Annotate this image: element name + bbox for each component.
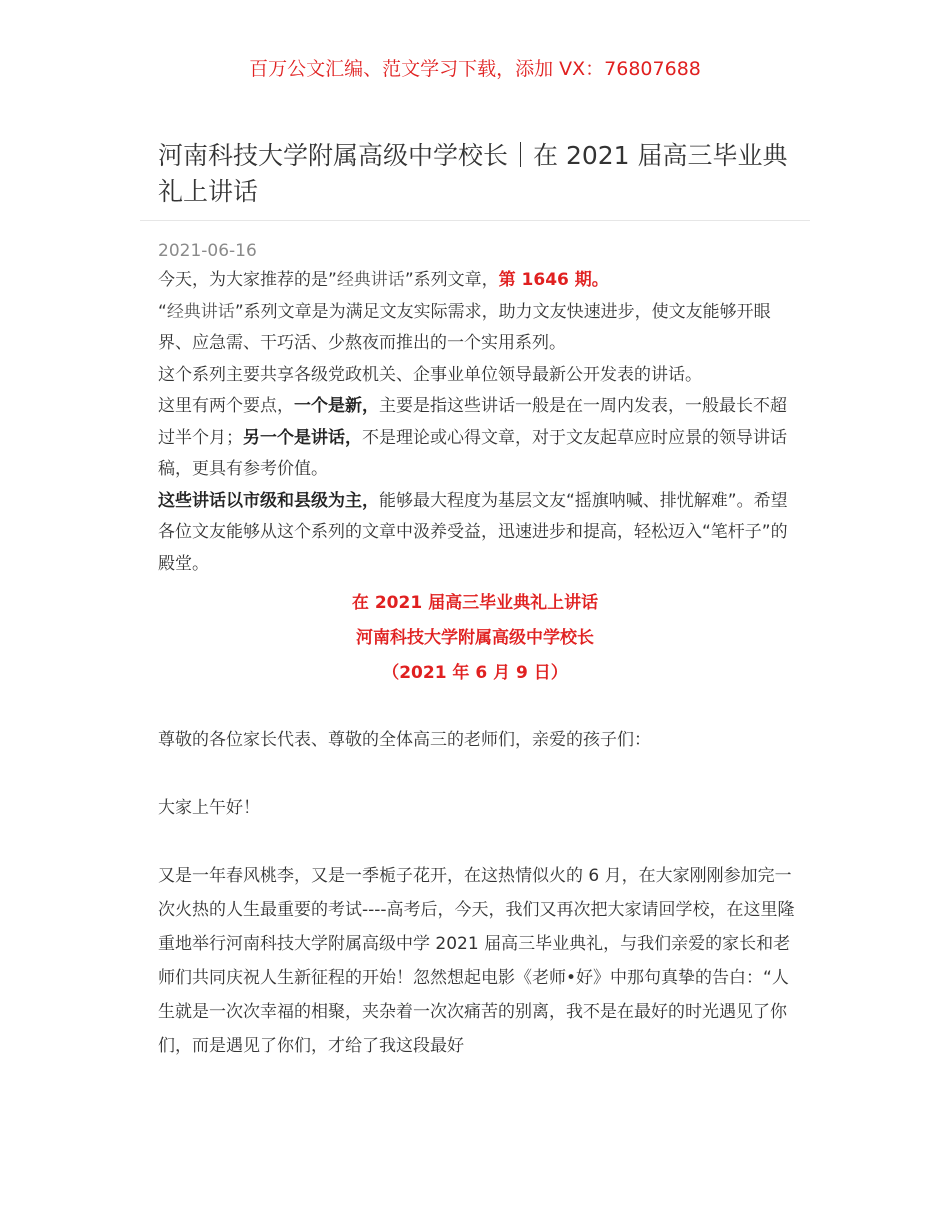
intro-text: ”系列文章是为满足文友实际需求，助力文友快速进步，使文友能够开眼界、应急需、干巧活、少熬夜而推出的一个实用系列。: [158, 301, 771, 353]
series-name: 经典讲话: [166, 301, 235, 322]
key-point-level: 这些讲话以市级和县级为主，: [158, 490, 379, 511]
article-title: 河南科技大学附属高级中学校长｜在 2021 届高三毕业典礼上讲话: [158, 141, 788, 206]
publish-date: 2021-06-16: [158, 241, 257, 261]
speech-title: 在 2021 届高三毕业典礼上讲话: [351, 593, 599, 613]
key-point-new: 一个是新，: [294, 396, 379, 416]
intro-text: 能够最大程度为基层文友“摇旗呐喊、排忧解难”。希望各位文友能够从这个系列的文章中汲养受益，迅速进步和提高，轻松迈入“笔杆子”的殿堂。: [158, 490, 788, 574]
key-point-speech: 另一个是讲话，: [243, 427, 362, 448]
speech-date: （2021 年 6 月 9 日）: [382, 663, 568, 683]
series-intro: [158, 265, 798, 580]
speech-heading: [0, 586, 950, 691]
intro-text: 这里有两个要点，: [158, 396, 294, 416]
speech-body: [158, 723, 798, 1063]
intro-text: “: [158, 301, 167, 322]
speech-paragraph: 又是一年春风桃李，又是一季栀子花开，在这热情似火的 6 月，在大家刚刚参加完一次火热的人生最重要的考试----高考后，今天，我们又再次把大家请回学校，在这里隆重地举行河南科技大学附属高级中学 2021 届高三毕业典礼，与我们亲爱的家长和老师们共同庆祝人生新征程的开始！忽然想起电影《老师•好》中那句真挚的告白：“人生就是一次次幸福的相聚，夹杂着一次次痛苦的别离，我不是在最好的时光遇见了你们，而是遇见了你们，才给了我这段最好: [158, 866, 795, 1056]
title-divider: [140, 220, 810, 221]
intro-text: 主要是指这些讲话一般是在一周内发表，一般最长不超过半个月；: [158, 396, 787, 448]
intro-paragraph-4: [158, 391, 798, 486]
speech-speaker: 河南科技大学附属高级中学校长: [356, 628, 594, 648]
intro-paragraph-2: [158, 297, 798, 360]
intro-text: ”系列文章，: [404, 270, 499, 290]
promo-banner: 百万公文汇编、范文学习下载，添加 VX：76807688: [249, 58, 701, 80]
speech-salutation: 尊敬的各位家长代表、尊敬的全体高三的老师们，亲爱的孩子们：: [158, 730, 651, 750]
issue-number: 第 1646 期。: [498, 270, 609, 290]
series-name: 经典讲话: [336, 270, 405, 290]
intro-text: 今天，为大家推荐的是”: [158, 270, 337, 290]
speech-greeting: 大家上午好！: [158, 798, 260, 818]
intro-paragraph-1: [158, 265, 798, 297]
intro-text: 不是理论或心得文章，对于文友起草应时应景的领导讲话稿，更具有参考价值。: [158, 427, 787, 479]
intro-paragraph-5: [158, 486, 798, 581]
intro-paragraph-3: 这个系列主要共享各级党政机关、企事业单位领导最新公开发表的讲话。: [158, 364, 702, 385]
